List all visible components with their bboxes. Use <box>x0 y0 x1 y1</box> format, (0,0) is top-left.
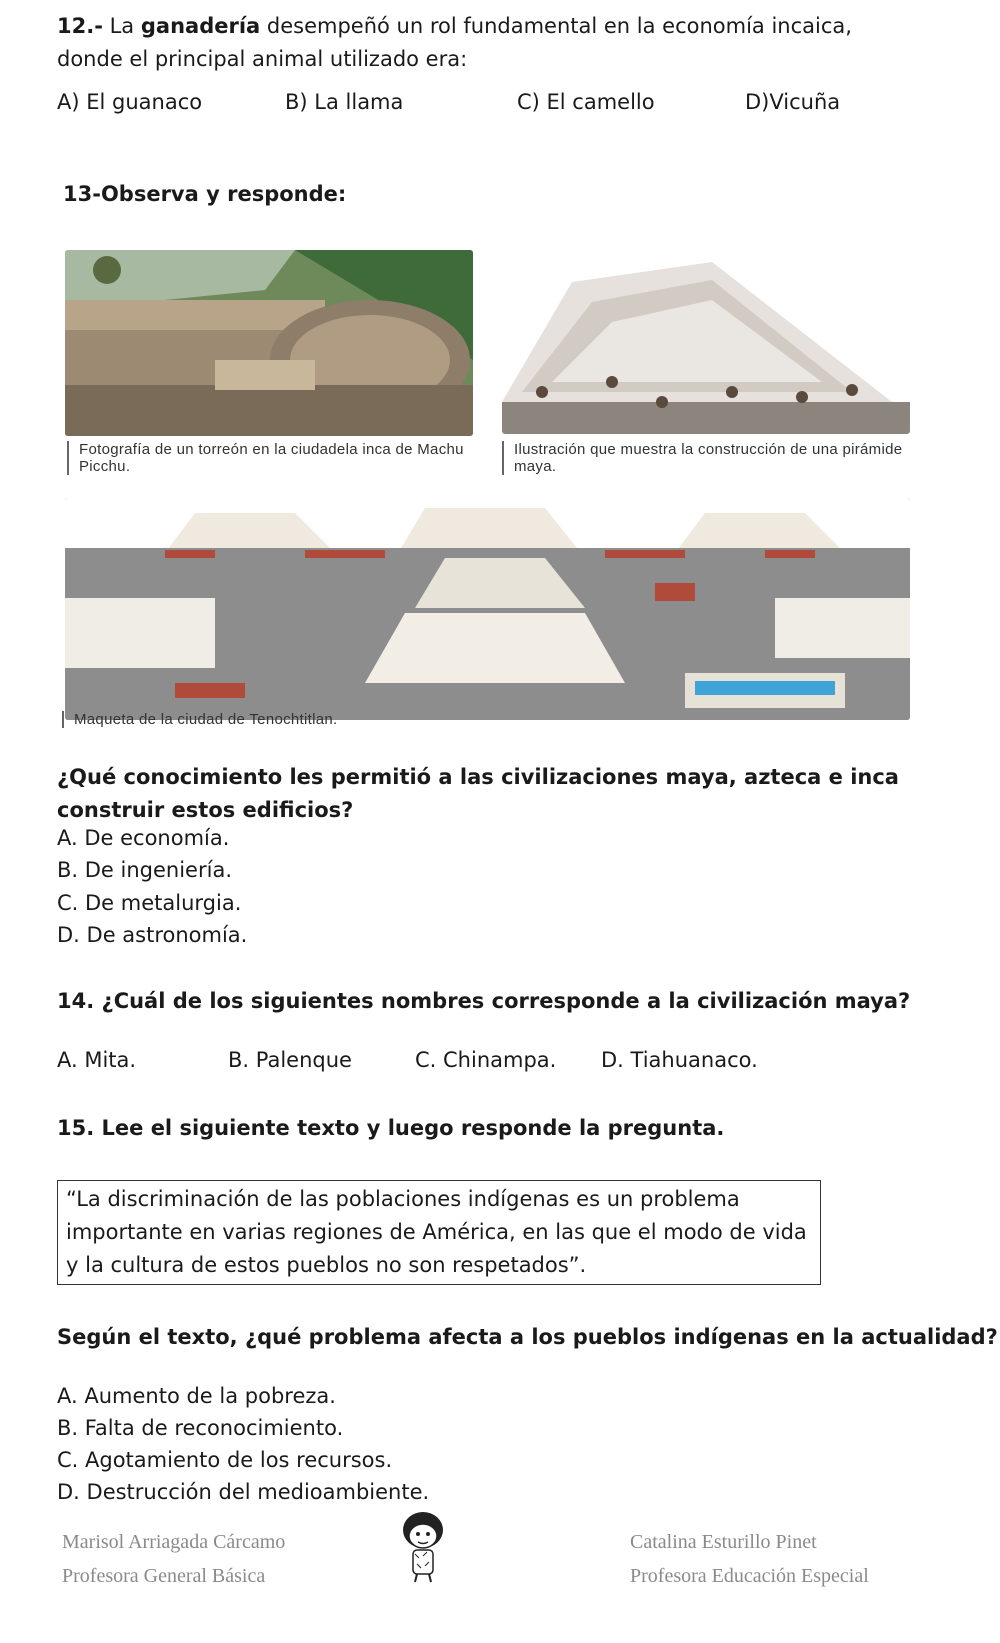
q12-option-a: A) El guanaco <box>57 90 203 114</box>
tenochtitlan-caption: Maqueta de la ciudad de Tenochtitlan. <box>62 711 674 728</box>
maya-pyramid-caption: Ilustración que muestra la construcción de una pirámide maya. <box>502 441 924 475</box>
footer-right <box>630 1525 869 1593</box>
q15-option-c: C. Agotamiento de los recursos. <box>57 1448 393 1472</box>
q15-option-b: B. Falta de reconocimiento. <box>57 1416 344 1440</box>
q13-option-d: D. De astronomía. <box>57 923 248 947</box>
q15-instruction: 15. Lee el siguiente texto y luego responde la pregunta. <box>57 1116 725 1140</box>
footer-right-role: Profesora Educación Especial <box>630 1565 869 1587</box>
q12-option-b: B) La llama <box>285 90 404 114</box>
q15-question: Según el texto, ¿qué problema afecta a los pueblos indígenas en la actualidad? <box>57 1325 998 1349</box>
q15-quote-box: “La discriminación de las poblaciones indígenas es un problema importante en varias regiones de América, en las que el modo de vida y la cultura de estos pueblos no son respetados”. <box>57 1180 821 1285</box>
q13-question: ¿Qué conocimiento les permitió a las civilizaciones maya, azteca e inca construir estos edificios? <box>57 765 899 822</box>
q13-option-a: A. De economía. <box>57 826 230 850</box>
q12-text-post: desempeñó un rol fundamental en la economía incaica, donde el principal animal utilizado era: <box>57 14 852 71</box>
tenochtitlan-model-photo <box>65 498 910 720</box>
footer-right-name: Catalina Esturillo Pinet <box>630 1531 817 1553</box>
footer-left <box>62 1525 285 1593</box>
q12-text-pre: La <box>109 14 135 38</box>
machu-picchu-caption: Fotografía de un torreón en la ciudadela inca de Machu Picchu. <box>67 441 479 475</box>
q12-number: 12.- <box>57 14 103 38</box>
q15-option-a: A. Aumento de la pobreza. <box>57 1384 336 1408</box>
q14-option-a: A. Mita. <box>57 1048 137 1072</box>
q15-option-d: D. Destrucción del medioambiente. <box>57 1480 430 1504</box>
q12-text-bold: ganadería <box>140 14 261 38</box>
q14-question: 14. ¿Cuál de los siguientes nombres corresponde a la civilización maya? <box>57 989 911 1013</box>
q14-option-c: C. Chinampa. <box>415 1048 557 1072</box>
machu-picchu-photo <box>65 250 473 436</box>
q12-option-d: D)Vicuña <box>745 90 841 114</box>
q14-option-b: B. Palenque <box>228 1048 352 1072</box>
q12-option-c: C) El camello <box>517 90 655 114</box>
footer-left-name: Marisol Arriagada Cárcamo <box>62 1531 286 1553</box>
q13-heading: 13-Observa y responde: <box>63 182 347 206</box>
cartoon-character-icon <box>393 1510 453 1586</box>
q13-option-c: C. De metalurgia. <box>57 891 242 915</box>
footer-left-role: Profesora General Básica <box>62 1565 266 1587</box>
q13-option-b: B. De ingeniería. <box>57 858 232 882</box>
q12-stem <box>57 10 917 76</box>
q14-option-d: D. Tiahuanaco. <box>601 1048 758 1072</box>
maya-pyramid-illustration <box>502 252 910 434</box>
